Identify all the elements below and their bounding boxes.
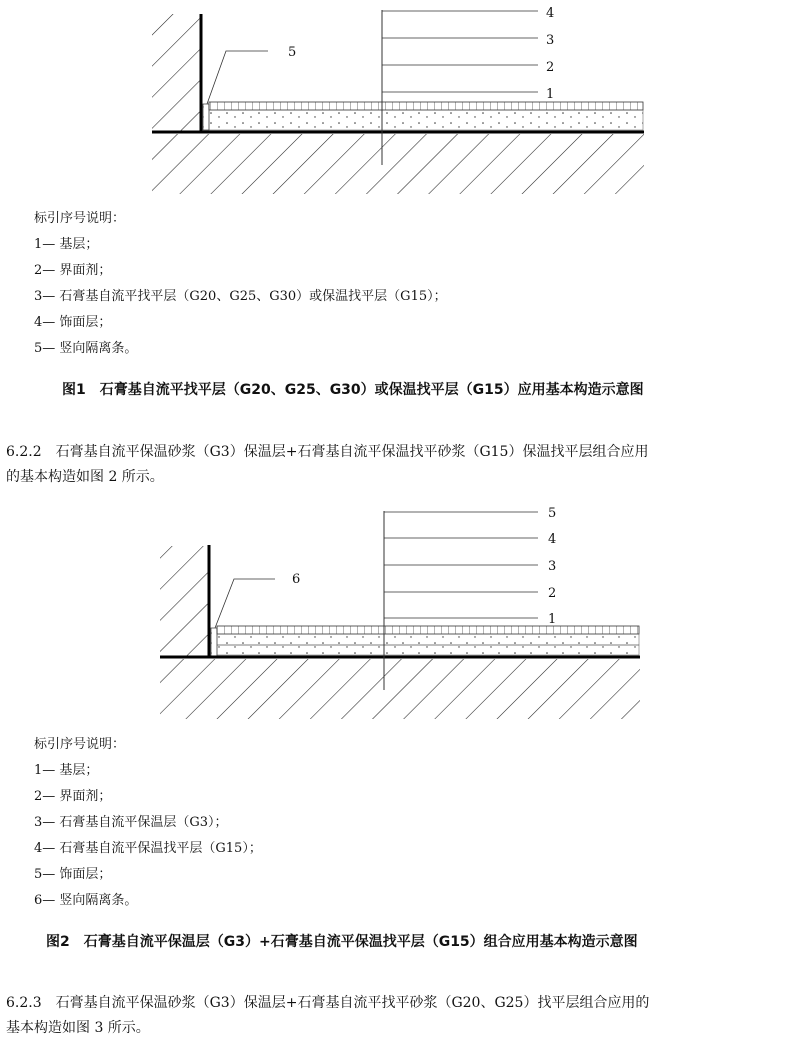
figure-1-legend [34,206,447,362]
base-hatch [160,659,640,719]
legend-item: 3— 石膏基自流平找平层（G20、G25、G30）或保温找平层（G15）； [34,289,447,304]
legend-item: 4— 石膏基自流平保温找平层（G15）； [34,841,262,856]
legend-item: 2— 界面剂； [34,263,112,278]
legend-item: 5— 竖向隔离条。 [34,341,138,356]
wall-hatch [152,14,200,132]
legend-item: 2— 界面剂； [34,789,112,804]
paragraph-line: 基本构造如图 3 所示。 [6,1020,150,1036]
legend-item: 4— 饰面层； [34,315,112,330]
screed-layer [209,110,643,130]
finish-layer [217,626,639,634]
legend-item: 3— 石膏基自流平保温层（G3）； [34,815,228,830]
paragraph-line: 6.2.3 石膏基自流平保温砂浆（G3）保温层+石膏基自流平找平砂浆（G20、G25）找平层组合应用的 [6,995,650,1011]
callout-6: 6 [292,572,301,587]
figure-2-diagram [0,500,800,725]
callout-2: 2 [546,60,555,75]
legend-item: 1— 基层； [34,763,99,778]
legend-item: 1— 基层； [34,237,99,252]
figure-2-legend [34,732,262,914]
section-6-2-3 [6,991,796,1041]
callout-4: 4 [548,532,557,547]
callout-4: 4 [546,6,555,21]
isolation-strip [211,628,217,656]
insulation-layer [217,645,639,655]
finish-layer [209,102,643,110]
paragraph-line: 6.2.2 石膏基自流平保温砂浆（G3）保温层+石膏基自流平保温找平砂浆（G15）保温找平层组合应用 [6,444,649,460]
figure-1-caption: 图1 石膏基自流平找平层（G20、G25、G30）或保温找平层（G15）应用基本构造示意图 [62,382,644,398]
legend-title: 标引序号说明： [34,211,126,226]
wall-hatch [160,546,208,656]
callout-3: 3 [546,33,555,48]
legend-title: 标引序号说明： [34,737,126,752]
isolation-strip [203,104,209,130]
legend-item: 5— 饰面层； [34,867,112,882]
paragraph-line: 的基本构造如图 2 所示。 [6,469,164,485]
callout-5: 5 [548,506,557,521]
base-hatch [152,134,644,194]
callout-1: 1 [548,612,557,627]
leveling-layer [217,634,639,645]
callout-5: 5 [288,45,297,60]
legend-item: 6— 竖向隔离条。 [34,893,138,908]
figure-2-caption: 图2 石膏基自流平保温层（G3）+石膏基自流平保温找平层（G15）组合应用基本构造示意图 [46,934,638,950]
figure-1-diagram [0,0,800,200]
callout-3: 3 [548,559,557,574]
callout-2: 2 [548,586,557,601]
section-6-2-2 [6,440,796,490]
callout-1: 1 [546,87,555,102]
